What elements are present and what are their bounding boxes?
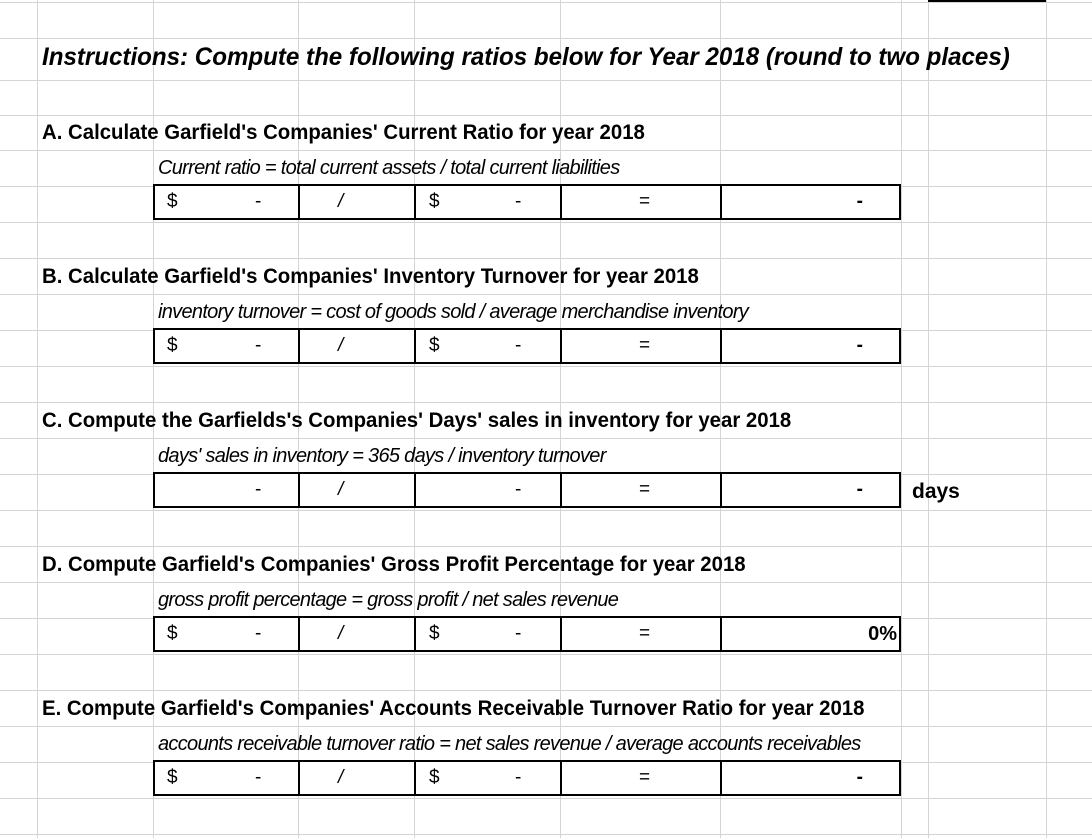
denominator-input[interactable]: - [515, 191, 522, 212]
section-e-formula: accounts receivable turnover ratio = net sales revenue / average accounts receivables [158, 733, 861, 755]
numerator-input[interactable]: - [255, 479, 262, 500]
section-a-heading: A. Calculate Garfield's Companies' Current Ratio for year 2018 [42, 121, 645, 144]
denominator-input[interactable]: - [515, 335, 522, 356]
divide-operator: / [338, 623, 344, 644]
divide-operator: / [338, 191, 344, 212]
section-d-heading: D. Compute Garfield's Companies' Gross Profit Percentage for year 2018 [42, 553, 746, 576]
section-b-formula: inventory turnover = cost of goods sold / average merchandise inventory [158, 301, 749, 323]
equals-sign: = [639, 623, 651, 644]
divide-operator: / [338, 335, 344, 356]
divide-operator: / [338, 767, 344, 788]
section-e-answer-row [153, 760, 901, 796]
numerator-input[interactable]: - [255, 335, 262, 356]
section-b-heading: B. Calculate Garfield's Companies' Inventory Turnover for year 2018 [42, 265, 699, 288]
currency-symbol: $ [429, 623, 440, 644]
numerator-input[interactable]: - [255, 191, 262, 212]
currency-symbol: $ [167, 335, 178, 356]
numerator-input[interactable]: - [255, 767, 262, 788]
section-a-answer-row [153, 184, 901, 220]
section-c-answer-row [153, 472, 901, 508]
result-cell[interactable]: 0% [868, 623, 897, 645]
currency-symbol: $ [429, 335, 440, 356]
equals-sign: = [639, 335, 651, 356]
instructions-title: Instructions: Compute the following ratios below for Year 2018 (round to two places) [42, 43, 1010, 71]
divide-operator: / [338, 479, 344, 500]
result-cell[interactable]: - [856, 479, 863, 500]
currency-symbol: $ [429, 191, 440, 212]
denominator-input[interactable]: - [515, 479, 522, 500]
equals-sign: = [639, 479, 651, 500]
numerator-input[interactable]: - [255, 623, 262, 644]
section-c-formula: days' sales in inventory = 365 days / inventory turnover [158, 445, 606, 467]
result-cell[interactable]: - [856, 767, 863, 788]
section-a-formula: Current ratio = total current assets / total current liabilities [158, 157, 620, 179]
equals-sign: = [639, 767, 651, 788]
section-e-heading: E. Compute Garfield's Companies' Accounts Receivable Turnover Ratio for year 2018 [42, 697, 865, 720]
currency-symbol: $ [429, 767, 440, 788]
section-b-answer-row [153, 328, 901, 364]
denominator-input[interactable]: - [515, 623, 522, 644]
equals-sign: = [639, 191, 651, 212]
denominator-input[interactable]: - [515, 767, 522, 788]
section-c-heading: C. Compute the Garfields's Companies' Days' sales in inventory for year 2018 [42, 409, 792, 432]
currency-symbol: $ [167, 623, 178, 644]
result-cell[interactable]: - [856, 335, 863, 356]
result-cell[interactable]: - [856, 191, 863, 212]
days-unit-label: days [912, 480, 960, 503]
currency-symbol: $ [167, 767, 178, 788]
section-d-answer-row [153, 616, 901, 652]
section-d-formula: gross profit percentage = gross profit / net sales revenue [158, 589, 619, 611]
currency-symbol: $ [167, 191, 178, 212]
